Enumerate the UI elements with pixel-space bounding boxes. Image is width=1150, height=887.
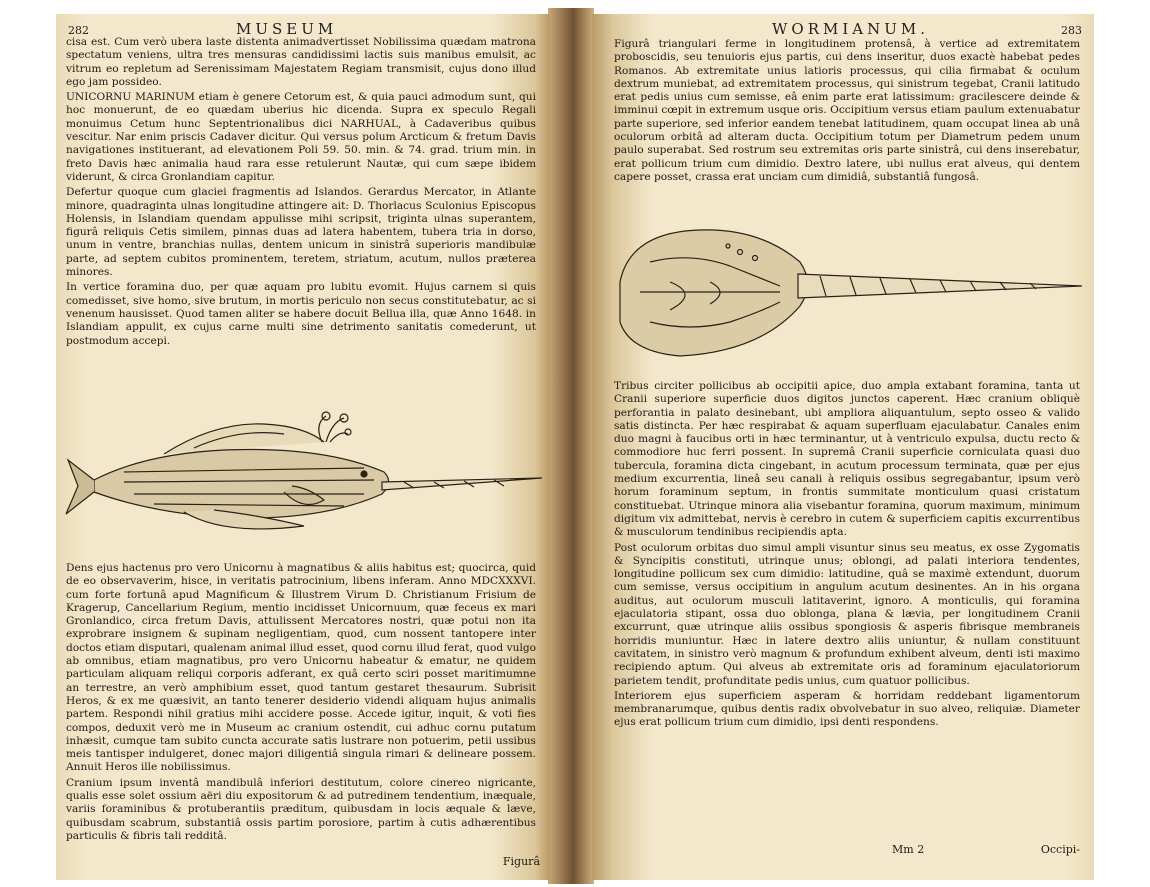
left-running-head: MUSEUM (236, 20, 338, 38)
right-paragraph: Figurâ triangulari ferme in longitudinem protensâ, à vertice ad extremitatem proboscidis, seu tenuioris ejus partis, cui dens inseritur, duos exactè habebat pedes Romanos. Ab extremitate unius latioris processus, qui cilia firmabat & oculum dextrum muniebat, ad extremitatem processus, qui sinistrum tegebat, Cranii latitudo erat pedis unius cum semisse, eâ enim parte erat latissimum: gracilescere deinde & imminui cœpit in extremum usque oris. Occipitium versus etiam paulum extenuabatur parte superiore, sed inferior eandem tenebat latitudinem, quam occupat linea ab unâ oculorum orbitâ ad alteram ducta. Occipitium totum per Diametrum pedem unum paulo superabat. Sed rostrum seu extremitas oris parte sinistrâ, cui dens inserebatur, erat pollicum trium cum dimidio. Dextro latere, ubi nullus erat alveus, qui dentem capere posset, crassa erat unciam cum dimidiâ, substantiâ fungosâ. (614, 38, 1080, 183)
left-text-block-1 (66, 36, 536, 350)
right-text-block-2 (614, 380, 1080, 732)
narwhal-skull-illustration (610, 222, 1090, 372)
left-paragraph: In vertice foramina duo, per quæ aquam pro lubitu evomit. Hujus carnem si quis comedisset, sive homo, sive brutum, in mortis periculo non secus constitutebatur, ac si venenum hausisset. Quod tamen aliter se habere docuit Bellua illa, quæ Anno 1648. in Islandiam appulit, ex cujus carne multi sine detrimento sanitatis comederunt, ut postmodum accepi. (66, 281, 536, 347)
left-paragraph: cisa est. Cum verò ubera laste distenta animadvertisset Nobilissima quædam matrona spectatum veniens, ultra tres mensuras candidissimi lactis suis manibus emulsit, ac vitrum eo repletum ad Serenissimam Majestatem Regiam transmisit, cujus dono illud ego jam possideo. (66, 36, 536, 88)
right-paragraph: Tribus circiter pollicibus ab occipitii apice, duo ampla extabant foramina, tanta ut Cranii superiore superficie duos digitos junctos caperent. Hæc cranium obliquè perforantia in palato desinebant, ubi ampliora aliquantulum, septo osseo & valido satis distincta. Per hæc respirabat & aquam superfluam ejaculabatur. Canales enim duo magni à faucibus orti in hæc terminantur, ut à ventriculo expulsa, ductu recto & commodiore huc ferri possent. In supremâ Cranii superficie corniculata quasi duo tubercula, foramina dicta cingebant, in acutum processum terminata, quæ per ejus medium excurrentia, lineâ seu canali à reliquis ossibus segregabantur, ipsum verò horum foraminum septum, in frontis summitate monticulum quasi cristatum constituebat. Utrinque minora alia visebantur foramina, quorum maximum, minimum digitum vix admittebat, nervis è cerebro in cutem & superficiem capitis excurrentibus & musculorum tendinibus recipiendis apta. (614, 380, 1080, 539)
left-page-number: 282 (68, 24, 89, 37)
narwhal-illustration (64, 402, 546, 542)
right-signature-mark: Mm 2 (892, 843, 925, 856)
right-running-head: WORMIANUM. (772, 20, 930, 38)
left-catchword: Figurâ (502, 855, 540, 868)
right-catchword: Occipi- (1040, 843, 1080, 856)
left-paragraph: UNICORNU MARINUM etiam è genere Cetorum est, & quia pauci admodum sunt, qui hoc monuerunt, de eo quædam uberius hic dicenda. Supra ex speculo Regali monuimus Cetum hunc Septentrionalibus dici NARHUAL, à Cadaveribus quibus vescitur. Nar enim priscis Cadaver dicitur. Qui versus polum Arcticum & fretum Davis navigationes instituerant, ad elevationem Poli 59. 50. min. & 74. grad. trium min. in freto Davis hæc animalia haud rara esse retulerunt Nautæ, qui cum sæpe ibidem viderunt, & circa Gronlandiam capitur. (66, 91, 536, 183)
left-paragraph: Cranium ipsum inventâ mandibulâ inferiori destitutum, colore cinereo nigricante, qualis esse solet ossium aëri diu expositorum & ad putredinem tendentium, inæquale, variis foraminibus & protuberantiis præditum, quibusdam in locis æquale & læve, quibusdam scabrum, substantiâ ossis partim porosiore, partim à cutis adhærentibus particulis & fibris tali redditâ. (66, 776, 536, 842)
right-paragraph: Post oculorum orbitas duo simul ampli visuntur sinus seu meatus, ex osse Zygomatis & Syncipitis constituti, utrinque unus; oblongi, ad palati interiora tendentes, longitudine pollicum sex cum dimidio: latitudine, quâ se maximè extendunt, duorum cum semisse, versus occipitium in angulum acutum desinentes. An in his organa auditus, aut oculorum musculi latitaverint, ignoro. A monticulis, qui foramina ejaculatoria stipant, ossa duo oblonga, plana & lævia, per longitudinem Cranii excurrunt, quæ utrinque aliis ossibus spongiosis & asperis fibrisque membraneis horridis muniuntur. Hæc in latere dextro aliis uniuntur, & nullam constituunt cavitatem, in sinistro verò magnum & profundum exhibent alveum, denti isti maximo recipiendo aptum. Qui alveus ab extremitate oris ad foraminum ejaculatoriorum parietem tendit, profunditate pedis unius, cum quatuor pollicibus. (614, 541, 1080, 687)
left-page (56, 14, 550, 880)
right-page (592, 14, 1094, 880)
right-page-number: 283 (1061, 24, 1082, 37)
book-gutter (548, 8, 594, 884)
left-paragraph: Dens ejus hactenus pro vero Unicornu à magnatibus & aliis habitus est; quocirca, quid de eo observaverim, hisce, in veritatis patrocinium, libens inferam. Anno MDCXXXVI. cum forte fortunâ apud Magnificum & Illustrem Virum D. Christianum Frisium de Kragerup, Cancellarium Regium, mentio incidisset Unicornuum, quæ feceus ex mari Gronlandico, circa fretum Davis, attulissent Mercatores nostri, quæ potui non ita exprobrare insignem & supinam negligentiam, quod, cum nossent tantopere inter doctos etiam disputari, qualenam animal illud esset, quod cornu illud ferat, quod vulgo ab omnibus, etiam magnatibus, pro vero Unicornu habeatur & ematur, ne quidem particulam aliquam reliqui corporis adferant, ex quâ certo sciri posset maritimumne an terrestre, an verò amphibium esset, quod tantum gestaret thesaurum. Subrisit Heros, & ex me quæsivit, an tanto tenerer desiderio videndi aliquam hujus animalis partem. Respondi nihil gratius mihi accidere posse. Accede igitur, inquit, & voti fies compos, deduxit verò me in Museum ac cranium ostendit, cui adhuc cornu putatum inhæsit, cumque tam subito cuncta accurate satis lustrare non potuerim, petii ussibus meis tantisper indulgeret, donec majori diligentiâ singula rimari & delineare possem. Annuit Heros ille nobilissimus. (66, 562, 536, 774)
right-paragraph: Interiorem ejus superficiem asperam & horridam reddebant ligamentorum membranarumque, quibus dentis radix obvolvebatur in suo alveo, reliquiæ. Diameter ejus erat pollicum trium cum dimidio, ipsi denti respondens. (614, 689, 1080, 729)
right-text-block-1 (614, 38, 1080, 186)
left-paragraph: Defertur quoque cum glaciei fragmentis ad Islandos. Gerardus Mercator, in Atlante minore, quadraginta ulnas longitudine attingere ait: D. Thorlacus Sculonius Episcopus Holensis, in Islandiam quendam appulisse mihi scripsit, triginta ulnas superantem, figurâ reliquis Cetis similem, pinnas duas ad latera habentem, tubera tria in dorso, unum in ventre, branchias nullas, dentem unicum in sinistrâ superioris mandibulæ parte, ad septem cubitos prominentem, teretem, striatum, acutum, nullos præterea minores. (66, 186, 536, 279)
left-text-block-2 (66, 562, 536, 845)
